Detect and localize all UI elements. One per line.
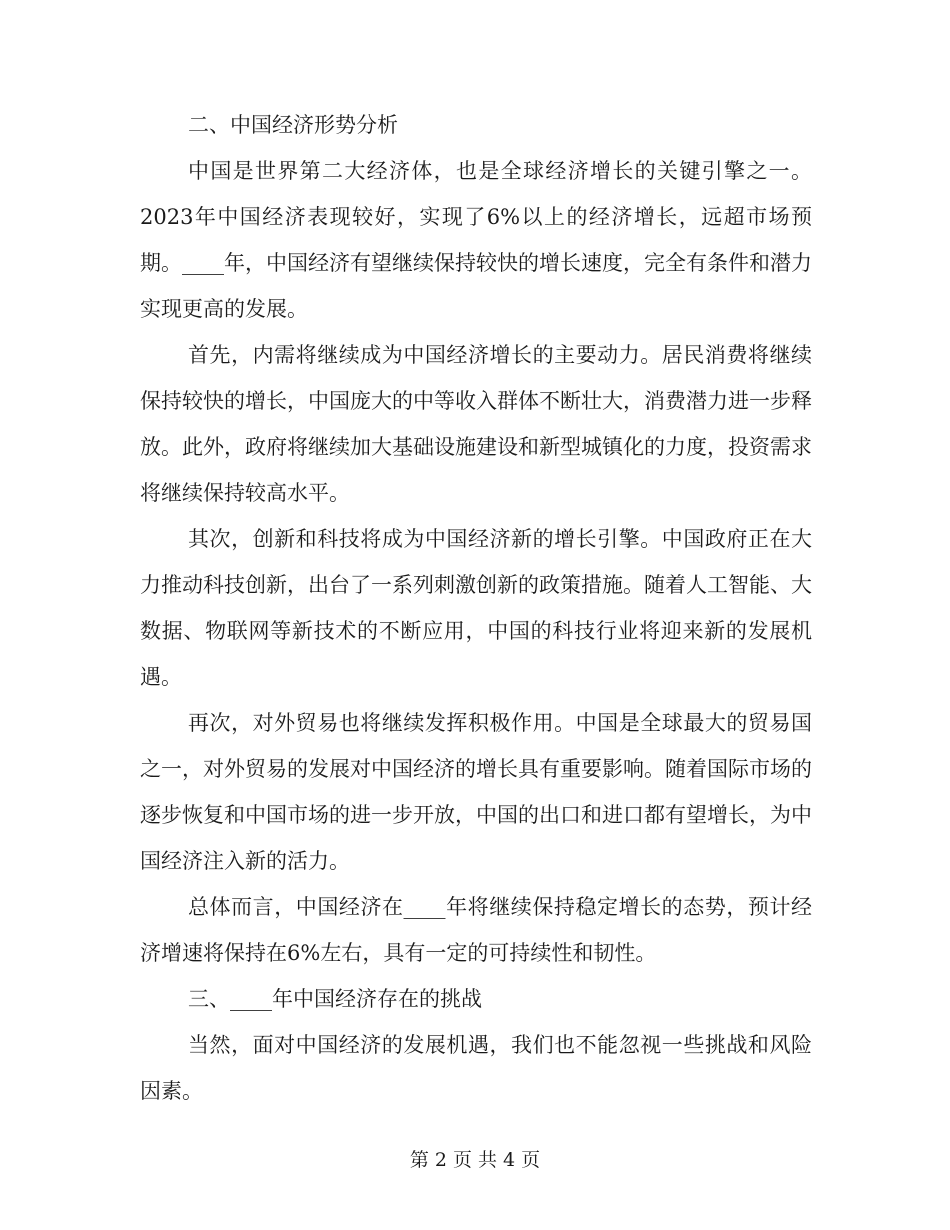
paragraph-summary: 总体而言，中国经济在____年将继续保持稳定增长的态势，预计经济增速将保持在6%左右，具有一定的可持续性和韧性。 (140, 895, 812, 965)
paragraph-domestic-demand: 首先，内需将继续成为中国经济增长的主要动力。居民消费将继续保持较快的增长，中国庞大的中等收入群体不断壮大，消费潜力进一步释放。此外，政府将继续加大基础设施建设和新型城镇化的力度，投资需求将继续保持较高水平。 (140, 343, 812, 505)
page-number-footer: 第 2 页 共 4 页 (409, 1149, 541, 1171)
paragraph-foreign-trade: 再次，对外贸易也将继续发挥积极作用。中国是全球最大的贸易国之一，对外贸易的发展对中国经济的增长具有重要影响。随着国际市场的逐步恢复和中国市场的进一步开放，中国的出口和进口都有望增长，为中国经济注入新的活力。 (140, 711, 812, 873)
document-body (140, 102, 812, 1114)
section-heading-challenges: 三、____年中国经济存在的挑战 (188, 987, 482, 1011)
section-heading-economic-analysis: 二、中国经济形势分析 (188, 113, 398, 137)
paragraph-innovation: 其次，创新和科技将成为中国经济新的增长引擎。中国政府正在大力推动科技创新，出台了一系列刺激创新的政策措施。随着人工智能、大数据、物联网等新技术的不断应用，中国的科技行业将迎来新的发展机遇。 (140, 527, 812, 689)
paragraph-overview: 中国是世界第二大经济体，也是全球经济增长的关键引擎之一。2023年中国经济表现较好，实现了6%以上的经济增长，远超市场预期。____年，中国经济有望继续保持较快的增长速度，完全有条件和潜力实现更高的发展。 (140, 159, 812, 321)
paragraph-challenges-intro: 当然，面对中国经济的发展机遇，我们也不能忽视一些挑战和风险因素。 (140, 1033, 812, 1103)
